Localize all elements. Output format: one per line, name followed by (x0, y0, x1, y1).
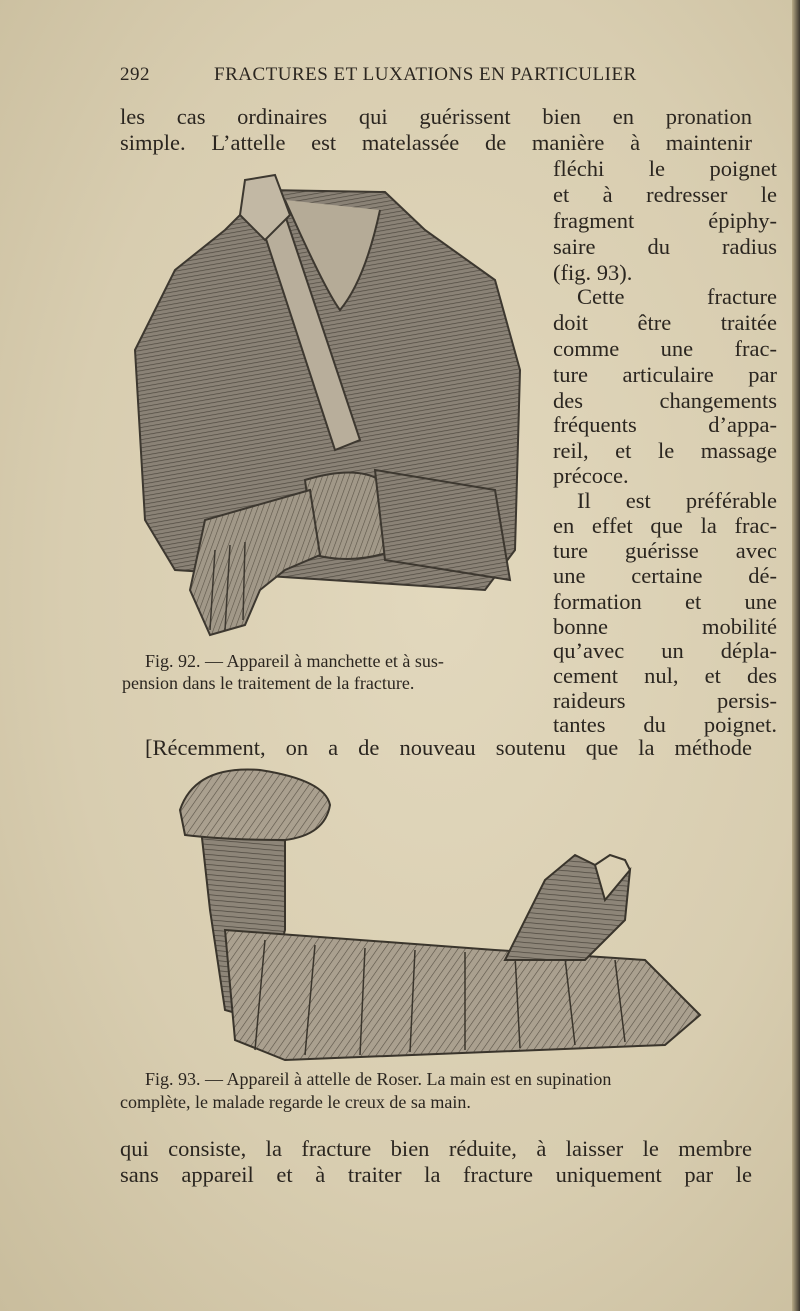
body-line: simple. L’attelle est matelassée de manière à maintenir (120, 130, 752, 155)
body-line: en effet que la frac- (553, 513, 777, 538)
running-head-title: FRACTURES ET LUXATIONS EN PARTICULIER (214, 64, 637, 85)
body-line: bonne mobilité (553, 614, 777, 639)
figure-92-caption-line: Fig. 92. — Appareil à manchette et à sus- (145, 651, 444, 671)
figure-93-caption-line: complète, le malade regarde le creux de sa main. (120, 1092, 471, 1112)
body-line: saire du radius (553, 234, 777, 259)
body-line: qu’avec un dépla- (553, 638, 777, 663)
body-line: ture guérisse avec (553, 538, 777, 563)
body-line: tantes du poignet. (553, 712, 777, 737)
body-line: ture articulaire par (553, 362, 777, 387)
body-line: raideurs persis- (553, 688, 777, 713)
figure-92-caption-line: pension dans le traitement de la fracture. (122, 673, 415, 693)
body-line: fragment épiphy- (553, 208, 777, 233)
body-line: (fig. 93). (553, 260, 633, 285)
page-number: 292 (120, 64, 150, 85)
body-line: qui consiste, la fracture bien réduite, à laisser le membre (120, 1136, 752, 1161)
figure-92-illustration (125, 170, 545, 645)
body-line: [Récemment, on a de nouveau soutenu que la méthode (145, 735, 752, 760)
body-line: précoce. (553, 463, 629, 488)
body-line: fréquents d’appa- (553, 412, 777, 437)
body-line: les cas ordinaires qui guérissent bien en pronation (120, 104, 752, 129)
figure-93-caption-line: Fig. 93. — Appareil à attelle de Roser. La main est en supination (145, 1069, 612, 1089)
body-line: reil, et le massage (553, 438, 777, 463)
running-head (120, 64, 760, 92)
body-line: et à redresser le (553, 182, 777, 207)
figure-93-illustration (165, 760, 710, 1065)
body-line: comme une frac- (553, 336, 777, 361)
page-edge-shadow (792, 0, 800, 1311)
body-line: Cette fracture (577, 284, 777, 309)
body-line: sans appareil et à traiter la fracture uniquement par le (120, 1162, 752, 1187)
body-line: fléchi le poignet (553, 156, 777, 181)
body-line: formation et une (553, 589, 777, 614)
body-line: doit être traitée (553, 310, 777, 335)
body-line: des changements (553, 388, 777, 413)
body-line: Il est préférable (577, 488, 777, 513)
body-line: une certaine dé- (553, 563, 777, 588)
body-line: cement nul, et des (553, 663, 777, 688)
